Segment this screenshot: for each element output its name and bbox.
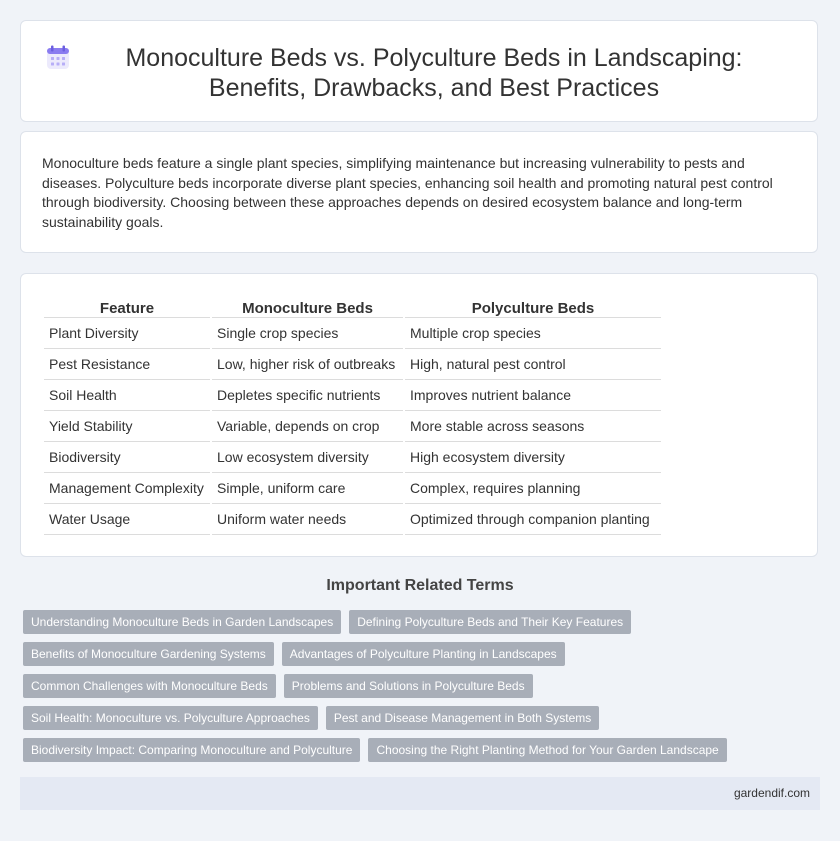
table-row	[44, 411, 661, 442]
column-header-polyculture: Polyculture Beds	[405, 297, 661, 318]
table-cell: Biodiversity	[44, 442, 210, 473]
table-row	[44, 318, 661, 349]
table-cell: Complex, requires planning	[405, 473, 661, 504]
table-cell: Simple, uniform care	[212, 473, 403, 504]
tag-row	[23, 706, 823, 730]
table-cell: More stable across seasons	[405, 411, 661, 442]
related-terms-heading: Important Related Terms	[326, 577, 514, 594]
table-cell: Plant Diversity	[44, 318, 210, 349]
tag-row	[23, 642, 823, 666]
table-cell: Management Complexity	[44, 473, 210, 504]
table-cell: Pest Resistance	[44, 349, 210, 380]
table-row	[44, 442, 661, 473]
page-title: Monoculture Beds vs. Polyculture Beds in Landscaping: Benefits, Drawbacks, and Best Practices	[125, 44, 743, 102]
intro-card	[20, 131, 818, 253]
table-cell: Low, higher risk of outbreaks	[212, 349, 403, 380]
table-cell: Low ecosystem diversity	[212, 442, 403, 473]
table-cell: Water Usage	[44, 504, 210, 535]
related-term-link[interactable]: Understanding Monoculture Beds in Garden Landscapes	[23, 610, 341, 634]
table-row	[44, 380, 661, 411]
table-cell: Single crop species	[212, 318, 403, 349]
column-header-monoculture: Monoculture Beds	[212, 297, 403, 318]
tag-row	[23, 674, 823, 698]
table-cell: Multiple crop species	[405, 318, 661, 349]
column-header-feature: Feature	[44, 297, 210, 318]
table-row	[44, 473, 661, 504]
table-cell: High, natural pest control	[405, 349, 661, 380]
intro-paragraph: Monoculture beds feature a single plant species, simplifying maintenance but increasing vulnerability to pests and diseases. Polyculture beds incorporate diverse plant species, enhancing soil health and promoting natural pest control through biodiversity. Choosing between these approaches depends on desired ecosystem balance and long-term sustainability goals.	[42, 155, 773, 230]
related-term-link[interactable]: Soil Health: Monoculture vs. Polyculture Approaches	[23, 706, 318, 730]
table-cell: Depletes specific nutrients	[212, 380, 403, 411]
tag-row	[23, 610, 823, 634]
table-cell: Variable, depends on crop	[212, 411, 403, 442]
table-cell: Improves nutrient balance	[405, 380, 661, 411]
table-cell: Soil Health	[44, 380, 210, 411]
related-term-link[interactable]: Benefits of Monoculture Gardening Systems	[23, 642, 274, 666]
related-terms-list	[23, 610, 823, 770]
site-link[interactable]: gardendif.com	[733, 786, 810, 800]
related-term-link[interactable]: Choosing the Right Planting Method for Your Garden Landscape	[368, 738, 726, 762]
header-card	[20, 20, 818, 122]
related-term-link[interactable]: Biodiversity Impact: Comparing Monoculture and Polyculture	[23, 738, 360, 762]
related-term-link[interactable]: Pest and Disease Management in Both Systems	[326, 706, 599, 730]
table-cell: Yield Stability	[44, 411, 210, 442]
table-row	[44, 504, 661, 535]
table-header-row	[44, 297, 661, 318]
related-term-link[interactable]: Common Challenges with Monoculture Beds	[23, 674, 276, 698]
comparison-card	[20, 273, 818, 557]
table-cell: Uniform water needs	[212, 504, 403, 535]
related-term-link[interactable]: Defining Polyculture Beds and Their Key Features	[349, 610, 631, 634]
comparison-table	[42, 297, 663, 535]
tag-row	[23, 738, 823, 762]
footer	[20, 777, 820, 810]
table-cell: High ecosystem diversity	[405, 442, 661, 473]
related-term-link[interactable]: Advantages of Polyculture Planting in Landscapes	[282, 642, 565, 666]
table-row	[44, 349, 661, 380]
table-cell: Optimized through companion planting	[405, 504, 661, 535]
related-term-link[interactable]: Problems and Solutions in Polyculture Beds	[284, 674, 533, 698]
